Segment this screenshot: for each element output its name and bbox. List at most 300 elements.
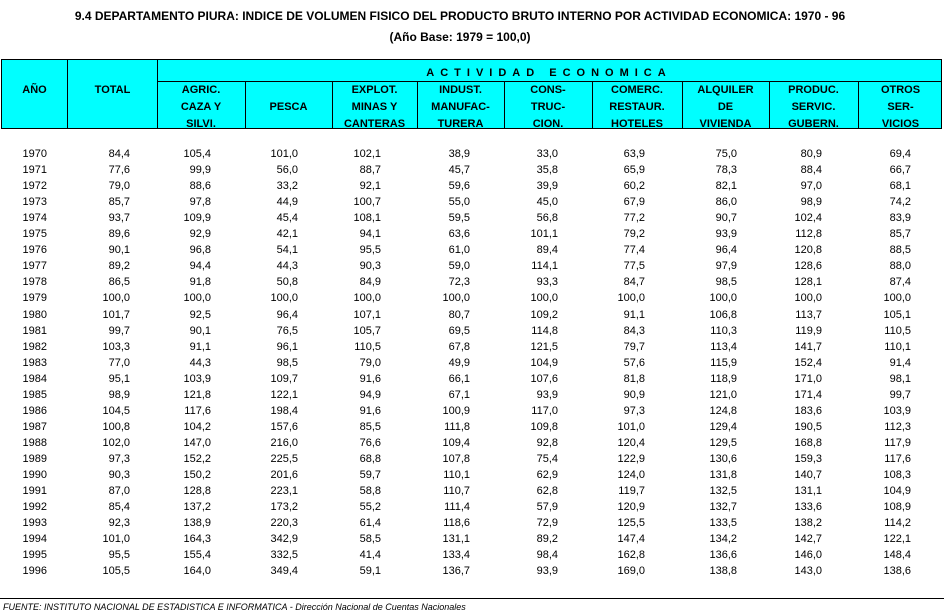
value-cell: 79,2 <box>623 228 645 241</box>
value-cell: 164,3 <box>183 533 211 546</box>
value-cell: 96,1 <box>276 340 298 353</box>
value-cell: 183,6 <box>794 404 822 417</box>
table-row <box>0 341 944 357</box>
value-cell: 118,9 <box>710 372 737 385</box>
year-cell: 1986 <box>22 404 47 417</box>
value-cell: 117,9 <box>884 436 911 449</box>
value-cell: 128,1 <box>794 276 822 289</box>
value-cell: 104,9 <box>883 485 911 498</box>
year-cell: 1973 <box>22 196 47 209</box>
value-cell: 90,1 <box>108 244 130 257</box>
value-cell: 157,6 <box>270 420 298 433</box>
value-cell: 95,5 <box>108 549 130 562</box>
header-line: SILVI. <box>186 118 216 130</box>
header-line: CAZA Y <box>180 101 222 113</box>
value-cell: 104,9 <box>530 356 558 369</box>
value-cell: 138,8 <box>709 565 737 578</box>
value-cell: 110,1 <box>443 469 470 481</box>
header-line: OTROS <box>880 84 921 96</box>
value-cell: 105,1 <box>883 308 911 321</box>
value-cell: 98,1 <box>889 372 911 385</box>
value-cell: 96,8 <box>189 244 211 257</box>
value-cell: 106,8 <box>709 308 737 321</box>
value-cell: 121,5 <box>530 340 558 353</box>
header-activity-col <box>504 82 592 133</box>
value-cell: 90,1 <box>189 324 211 337</box>
value-cell: 98,4 <box>536 549 558 562</box>
value-cell: 94,9 <box>359 388 381 401</box>
value-cell: 96,4 <box>276 308 298 321</box>
value-cell: 66,7 <box>889 164 911 177</box>
value-cell: 84,3 <box>623 324 645 337</box>
value-cell: 220,3 <box>270 517 298 530</box>
value-cell: 109,4 <box>442 436 470 449</box>
year-cell: 1984 <box>22 372 47 385</box>
value-cell: 96,4 <box>715 244 737 257</box>
header-line: ALQUILER <box>697 84 754 96</box>
value-cell: 78,3 <box>715 164 737 177</box>
value-cell: 152,2 <box>183 452 211 465</box>
value-cell: 100,0 <box>709 292 737 305</box>
table-row <box>0 517 944 533</box>
value-cell: 45,4 <box>276 212 298 225</box>
value-cell: 57,9 <box>536 501 558 514</box>
year-cell: 1979 <box>22 292 47 305</box>
value-cell: 89,4 <box>536 244 558 257</box>
value-cell: 85,5 <box>359 420 381 433</box>
value-cell: 148,4 <box>883 549 911 562</box>
value-cell: 83,9 <box>889 212 911 225</box>
value-cell: 168,8 <box>794 436 822 449</box>
value-cell: 114,8 <box>531 324 558 337</box>
value-cell: 74,2 <box>889 196 911 209</box>
value-cell: 39,9 <box>536 180 558 193</box>
value-cell: 91,6 <box>359 404 381 417</box>
value-cell: 75,4 <box>536 452 558 465</box>
value-cell: 130,6 <box>709 452 737 465</box>
value-cell: 120,9 <box>617 501 645 514</box>
value-cell: 100,0 <box>883 292 911 305</box>
value-cell: 59,0 <box>448 260 470 273</box>
year-cell: 1985 <box>22 388 47 401</box>
value-cell: 132,7 <box>709 501 737 514</box>
value-cell: 150,2 <box>183 469 211 481</box>
value-cell: 109,2 <box>530 308 558 321</box>
value-cell: 169,0 <box>617 565 645 578</box>
value-cell: 77,4 <box>623 244 645 257</box>
value-cell: 147,4 <box>617 533 645 546</box>
table-row <box>0 212 944 228</box>
value-cell: 100,9 <box>442 404 470 417</box>
header-line: PRODUC. <box>788 84 839 96</box>
table-row <box>0 373 944 389</box>
value-cell: 129,4 <box>709 420 737 433</box>
value-cell: 92,5 <box>189 308 211 321</box>
value-cell: 122,1 <box>270 388 298 401</box>
year-cell: 1990 <box>22 469 47 481</box>
value-cell: 61,4 <box>359 517 381 530</box>
value-cell: 201,6 <box>270 469 298 481</box>
header-activity-col <box>592 82 682 133</box>
value-cell: 55,0 <box>448 196 470 209</box>
value-cell: 112,3 <box>884 420 911 433</box>
value-cell: 92,8 <box>536 436 558 449</box>
value-cell: 92,3 <box>108 517 130 530</box>
value-cell: 33,2 <box>276 180 298 193</box>
value-cell: 90,3 <box>359 260 381 273</box>
value-cell: 152,4 <box>794 356 822 369</box>
value-cell: 69,4 <box>889 148 911 160</box>
value-cell: 58,8 <box>359 485 381 498</box>
value-cell: 119,7 <box>618 485 645 498</box>
table-row <box>0 453 944 469</box>
value-cell: 67,1 <box>448 388 470 401</box>
value-cell: 61,0 <box>448 244 470 257</box>
value-cell: 35,8 <box>536 164 558 177</box>
value-cell: 140,7 <box>794 469 822 481</box>
value-cell: 118,6 <box>443 517 470 530</box>
year-cell: 1971 <box>22 164 47 177</box>
value-cell: 68,8 <box>359 452 381 465</box>
value-cell: 115,9 <box>710 356 737 369</box>
value-cell: 155,4 <box>183 549 211 562</box>
value-cell: 138,2 <box>794 517 822 530</box>
value-cell: 101,0 <box>102 533 130 546</box>
value-cell: 124,0 <box>617 469 645 481</box>
value-cell: 45,0 <box>536 196 558 209</box>
value-cell: 41,4 <box>359 549 381 562</box>
value-cell: 128,8 <box>183 485 211 498</box>
value-cell: 100,0 <box>530 292 558 305</box>
value-cell: 80,9 <box>800 148 822 160</box>
year-cell: 1987 <box>22 420 47 433</box>
value-cell: 131,1 <box>442 533 470 546</box>
value-cell: 190,5 <box>794 420 822 433</box>
value-cell: 342,9 <box>270 533 298 546</box>
table-row <box>0 148 944 164</box>
value-cell: 102,1 <box>353 148 381 160</box>
value-cell: 60,2 <box>623 180 645 193</box>
year-cell: 1982 <box>22 340 47 353</box>
table-row <box>0 405 944 421</box>
value-cell: 142,7 <box>794 533 822 546</box>
value-cell: 108,3 <box>883 469 911 481</box>
value-cell: 100,0 <box>183 292 211 305</box>
value-cell: 103,3 <box>102 340 130 353</box>
table-row <box>0 533 944 549</box>
header-activity-col <box>769 82 858 133</box>
year-cell: 1983 <box>22 356 47 369</box>
value-cell: 92,9 <box>189 228 211 241</box>
year-cell: 1976 <box>22 244 47 257</box>
header-line: TURERA <box>437 118 484 130</box>
header-line: COMERC. <box>611 84 663 96</box>
value-cell: 98,9 <box>800 196 822 209</box>
value-cell: 91,1 <box>189 340 211 353</box>
header-line: HOTELES <box>611 118 663 130</box>
value-cell: 97,8 <box>189 196 211 209</box>
value-cell: 110,5 <box>884 324 911 337</box>
value-cell: 85,7 <box>108 196 130 209</box>
value-cell: 349,4 <box>270 565 298 578</box>
value-cell: 100,8 <box>102 420 130 433</box>
value-cell: 120,8 <box>794 244 822 257</box>
value-cell: 87,4 <box>889 276 911 289</box>
table-row <box>0 357 944 373</box>
value-cell: 171,0 <box>794 372 822 385</box>
value-cell: 216,0 <box>270 436 298 449</box>
table-row <box>0 180 944 196</box>
value-cell: 89,6 <box>108 228 130 241</box>
value-cell: 100,7 <box>353 196 381 209</box>
value-cell: 110,7 <box>443 485 470 498</box>
value-cell: 99,7 <box>108 324 130 337</box>
value-cell: 59,5 <box>448 212 470 225</box>
value-cell: 90,7 <box>715 212 737 225</box>
table-row <box>0 437 944 453</box>
value-cell: 121,0 <box>709 388 737 401</box>
value-cell: 107,1 <box>353 308 381 321</box>
year-cell: 1975 <box>22 228 47 241</box>
page-title: 9.4 DEPARTAMENTO PIURA: INDICE DE VOLUMEN FISICO DEL PRODUCTO BRUTO INTERNO POR ACTIVIDAD ECONOMICA: 1970 - 96 <box>74 9 846 23</box>
value-cell: 77,0 <box>108 356 130 369</box>
value-cell: 88,4 <box>800 164 822 177</box>
value-cell: 133,6 <box>794 501 822 514</box>
value-cell: 138,9 <box>183 517 211 530</box>
value-cell: 89,2 <box>536 533 558 546</box>
value-cell: 55,2 <box>359 501 381 514</box>
value-cell: 87,0 <box>108 485 130 498</box>
header-line: GUBERN. <box>788 118 839 130</box>
value-cell: 90,9 <box>623 388 645 401</box>
value-cell: 88,5 <box>889 244 911 257</box>
value-cell: 59,1 <box>359 565 381 578</box>
header-line: TRUC- <box>530 101 566 113</box>
value-cell: 125,5 <box>617 517 645 530</box>
value-cell: 89,2 <box>108 260 130 273</box>
value-cell: 108,1 <box>353 212 381 225</box>
value-cell: 62,8 <box>536 485 558 498</box>
value-cell: 93,7 <box>108 212 130 225</box>
table-row <box>0 276 944 292</box>
value-cell: 94,1 <box>359 228 381 241</box>
header-line: MINAS Y <box>351 101 398 113</box>
value-cell: 109,8 <box>530 420 558 433</box>
value-cell: 33,0 <box>536 148 558 160</box>
value-cell: 101,7 <box>102 308 130 321</box>
value-cell: 117,0 <box>531 404 558 417</box>
value-cell: 164,0 <box>183 565 211 578</box>
value-cell: 50,8 <box>276 276 298 289</box>
value-cell: 49,9 <box>448 356 470 369</box>
value-cell: 114,2 <box>884 517 911 530</box>
header-activity-col <box>858 82 943 133</box>
value-cell: 110,3 <box>710 324 737 337</box>
year-cell: 1978 <box>22 276 47 289</box>
value-cell: 100,0 <box>353 292 381 305</box>
footer <box>0 598 944 616</box>
value-cell: 38,9 <box>448 148 470 160</box>
year-cell: 1989 <box>22 452 47 465</box>
value-cell: 162,8 <box>617 549 645 562</box>
value-cell: 225,5 <box>270 452 298 465</box>
value-cell: 108,9 <box>883 501 911 514</box>
value-cell: 105,4 <box>183 148 211 160</box>
actividad-economica-heading: ACTIVIDAD ECONOMICA <box>426 67 672 79</box>
value-cell: 88,7 <box>359 164 381 177</box>
value-cell: 59,6 <box>448 180 470 193</box>
value-cell: 42,1 <box>276 228 298 241</box>
value-cell: 72,9 <box>536 517 558 530</box>
value-cell: 131,1 <box>794 485 822 498</box>
header-anio: AÑO <box>22 84 47 96</box>
value-cell: 77,2 <box>623 212 645 225</box>
value-cell: 77,6 <box>108 164 130 177</box>
page-subtitle: (Año Base: 1979 = 100,0) <box>389 30 531 44</box>
value-cell: 84,4 <box>108 148 130 160</box>
header-line: CANTERAS <box>343 118 406 130</box>
value-cell: 91,1 <box>623 308 645 321</box>
value-cell: 101,0 <box>617 420 645 433</box>
value-cell: 80,7 <box>448 308 470 321</box>
value-cell: 85,4 <box>108 501 130 514</box>
value-cell: 122,1 <box>883 533 911 546</box>
year-cell: 1981 <box>22 324 47 337</box>
value-cell: 56,0 <box>276 164 298 177</box>
value-cell: 132,5 <box>709 485 737 498</box>
value-cell: 111,4 <box>444 501 470 514</box>
value-cell: 110,5 <box>354 340 381 353</box>
value-cell: 76,6 <box>359 436 381 449</box>
value-cell: 79,0 <box>359 356 381 369</box>
table-row <box>0 164 944 180</box>
value-cell: 112,8 <box>795 228 822 241</box>
value-cell: 92,1 <box>359 180 381 193</box>
value-cell: 146,0 <box>794 549 822 562</box>
value-cell: 67,9 <box>623 196 645 209</box>
value-cell: 100,0 <box>794 292 822 305</box>
value-cell: 56,8 <box>536 212 558 225</box>
year-cell: 1972 <box>22 180 47 193</box>
value-cell: 173,2 <box>270 501 298 514</box>
value-cell: 117,6 <box>884 452 911 465</box>
value-cell: 110,1 <box>884 340 911 353</box>
value-cell: 66,1 <box>448 372 470 385</box>
value-cell: 84,7 <box>623 276 645 289</box>
value-cell: 133,4 <box>442 549 470 562</box>
value-cell: 97,9 <box>715 260 737 273</box>
value-cell: 91,6 <box>359 372 381 385</box>
source-note: FUENTE: INSTITUTO NACIONAL DE ESTADISTICA E INFORMATICA - Dirección Nacional de Cuentas Nacionales <box>3 602 466 612</box>
value-cell: 59,7 <box>359 469 381 481</box>
value-cell: 119,9 <box>795 324 822 337</box>
value-cell: 91,4 <box>889 356 911 369</box>
value-cell: 93,3 <box>536 276 558 289</box>
value-cell: 86,5 <box>108 276 130 289</box>
value-cell: 99,9 <box>189 164 211 177</box>
value-cell: 133,5 <box>709 517 737 530</box>
value-cell: 44,3 <box>276 260 298 273</box>
value-cell: 102,0 <box>102 436 130 449</box>
value-cell: 121,8 <box>183 388 211 401</box>
value-cell: 198,4 <box>270 404 298 417</box>
value-cell: 98,9 <box>108 388 130 401</box>
value-cell: 95,1 <box>108 372 130 385</box>
year-cell: 1974 <box>22 212 47 225</box>
header-line: INDUST. <box>439 84 482 96</box>
value-cell: 141,7 <box>794 340 822 353</box>
value-cell: 103,9 <box>183 372 211 385</box>
year-cell: 1992 <box>22 501 47 514</box>
header-line: AGRIC. <box>181 84 221 96</box>
value-cell: 69,5 <box>448 324 470 337</box>
value-cell: 101,1 <box>530 228 558 241</box>
table-row <box>0 325 944 341</box>
value-cell: 93,9 <box>536 565 558 578</box>
header-activity-col <box>417 82 504 133</box>
header-line: SER- <box>887 101 914 113</box>
value-cell: 94,4 <box>189 260 211 273</box>
value-cell: 128,6 <box>794 260 822 273</box>
value-cell: 88,6 <box>189 180 211 193</box>
year-cell: 1994 <box>22 533 47 546</box>
table-header <box>1 59 942 129</box>
value-cell: 68,1 <box>889 180 911 193</box>
value-cell: 90,3 <box>108 469 130 481</box>
value-cell: 100,0 <box>102 292 130 305</box>
year-cell: 1977 <box>22 260 47 273</box>
value-cell: 54,1 <box>276 244 298 257</box>
value-cell: 97,3 <box>108 452 130 465</box>
table-row <box>0 196 944 212</box>
value-cell: 79,0 <box>108 180 130 193</box>
value-cell: 113,4 <box>710 340 737 353</box>
year-cell: 1995 <box>22 549 47 562</box>
header-line: CION. <box>532 118 564 130</box>
value-cell: 120,4 <box>617 436 645 449</box>
header-line: VIVIENDA <box>699 118 752 130</box>
value-cell: 86,0 <box>715 196 737 209</box>
value-cell: 97,3 <box>623 404 645 417</box>
value-cell: 57,6 <box>623 356 645 369</box>
value-cell: 85,7 <box>889 228 911 241</box>
value-cell: 113,7 <box>795 308 822 321</box>
header-activity-col <box>245 99 332 116</box>
header-line: VICIOS <box>881 118 920 130</box>
table-row <box>0 501 944 517</box>
value-cell: 124,8 <box>709 404 737 417</box>
table-row <box>0 485 944 501</box>
header-line: EXPLOT. <box>351 84 398 96</box>
value-cell: 98,5 <box>715 276 737 289</box>
table-row <box>0 244 944 260</box>
value-cell: 58,5 <box>359 533 381 546</box>
value-cell: 105,5 <box>102 565 130 578</box>
value-cell: 114,1 <box>531 260 558 273</box>
header-line: RESTAUR. <box>609 101 665 113</box>
value-cell: 105,7 <box>353 324 381 337</box>
value-cell: 138,6 <box>883 565 911 578</box>
header-total: TOTAL <box>94 84 131 96</box>
header-activity-col <box>157 82 245 133</box>
year-cell: 1996 <box>22 565 47 578</box>
value-cell: 81,8 <box>623 372 645 385</box>
table-row <box>0 421 944 437</box>
value-cell: 93,9 <box>536 388 558 401</box>
year-cell: 1970 <box>22 148 47 160</box>
value-cell: 97,0 <box>800 180 822 193</box>
year-cell: 1980 <box>22 308 47 321</box>
